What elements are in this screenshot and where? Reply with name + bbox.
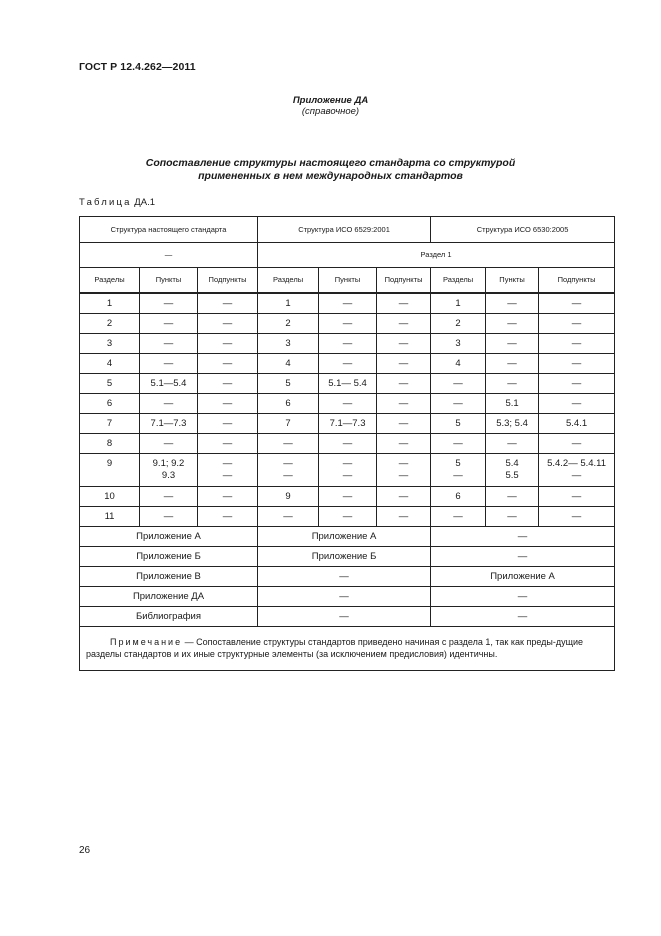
annex-title: Приложение ДА	[292, 95, 369, 106]
table-row	[80, 487, 615, 507]
caption-line-2: примененных в нем международных стандартов	[198, 170, 463, 182]
table-cell: —	[140, 394, 198, 414]
table-cell: —	[431, 434, 486, 454]
subheader-right: Раздел 1	[258, 243, 615, 268]
cell-line: —	[283, 458, 293, 469]
table-cell: 9	[258, 487, 319, 507]
table-cell: —	[539, 293, 615, 314]
table-cell: —	[198, 507, 258, 527]
table-cell: 5.1—5.4	[140, 374, 198, 394]
table-cell	[140, 454, 198, 487]
cell-line: —	[398, 458, 409, 469]
table-cell: 6	[80, 394, 140, 414]
table-cell: —	[319, 314, 377, 334]
table-cell: —	[140, 487, 198, 507]
table-cell: 7.1—7.3	[319, 414, 377, 434]
table-cell: 7	[80, 414, 140, 434]
table-cell: —	[539, 507, 615, 527]
table-cell: 5.3; 5.4	[486, 414, 539, 434]
column-header-row	[80, 268, 615, 294]
column-header: Разделы	[80, 268, 140, 294]
annex-row	[80, 547, 615, 567]
table-cell: —	[431, 374, 486, 394]
subheader-left: —	[80, 243, 258, 268]
table-cell: —	[377, 487, 431, 507]
table-cell: —	[486, 293, 539, 314]
annex-cell: —	[431, 607, 615, 627]
table-row	[80, 507, 615, 527]
table-cell: —	[319, 507, 377, 527]
table-cell: 4	[80, 354, 140, 374]
table-row	[80, 354, 615, 374]
table-cell: —	[377, 334, 431, 354]
cell-line: 5	[455, 458, 461, 469]
table-cell: —	[377, 314, 431, 334]
table-cell: —	[486, 507, 539, 527]
annex-kind: (справочное)	[301, 106, 360, 117]
table-cell: —	[198, 334, 258, 354]
table-cell: 5.1	[486, 394, 539, 414]
note-text: — Сопоставление структуры стандартов приведено начиная с раздела 1, так как преды-дущие разделы стандартов и их иные структурные элементы (за исключением предисловия) идентичны.	[86, 636, 584, 659]
table-cell: 4	[431, 354, 486, 374]
table-cell: —	[319, 354, 377, 374]
column-header: Подпункты	[198, 268, 258, 294]
table-cell: —	[198, 314, 258, 334]
column-header: Подпункты	[377, 268, 431, 294]
table-cell: 1	[258, 293, 319, 314]
comparison-table	[79, 216, 615, 671]
annex-cell: —	[258, 567, 431, 587]
cell-line: —	[571, 470, 582, 481]
table-row	[80, 293, 615, 314]
cell-line: 9.1; 9.2	[152, 458, 185, 469]
table-cell	[377, 454, 431, 487]
document-code: ГОСТ Р 12.4.262—2011	[79, 61, 196, 73]
table-caption	[0, 157, 661, 183]
table-cell: —	[258, 507, 319, 527]
annex-cell: —	[431, 527, 615, 547]
table-cell: —	[377, 374, 431, 394]
table-row	[80, 374, 615, 394]
table-cell: —	[319, 394, 377, 414]
annex-cell: Приложение Б	[258, 547, 431, 567]
annex-cell: Приложение В	[80, 567, 258, 587]
table-cell: —	[377, 507, 431, 527]
group-header: Структура ИСО 6529:2001	[258, 217, 431, 243]
table-cell: 7.1—7.3	[140, 414, 198, 434]
cell-line: —	[398, 470, 409, 481]
table-cell: —	[258, 434, 319, 454]
group-header-row	[80, 217, 615, 243]
table-cell: 2	[80, 314, 140, 334]
column-header: Пункты	[140, 268, 198, 294]
table-cell: —	[377, 434, 431, 454]
table-cell: —	[140, 434, 198, 454]
table-cell: —	[539, 394, 615, 414]
annex-cell: —	[258, 607, 431, 627]
table-cell: 3	[258, 334, 319, 354]
table-cell: —	[198, 374, 258, 394]
table-label	[79, 197, 155, 208]
table-cell	[319, 454, 377, 487]
annex-cell: Приложение Б	[80, 547, 258, 567]
table-cell: —	[539, 487, 615, 507]
table-cell: —	[319, 487, 377, 507]
table-cell: 5	[431, 414, 486, 434]
cell-line: 9	[106, 458, 113, 469]
table-cell	[198, 454, 258, 487]
annex-cell: —	[431, 547, 615, 567]
table-cell: —	[539, 354, 615, 374]
table-cell: 5	[80, 374, 140, 394]
table-cell: 3	[80, 334, 140, 354]
table-note	[80, 627, 615, 671]
cell-line: —	[342, 470, 353, 481]
table-cell: —	[377, 414, 431, 434]
table-cell	[539, 454, 615, 487]
table-row	[80, 334, 615, 354]
table-cell: —	[140, 314, 198, 334]
table-cell	[486, 454, 539, 487]
cell-line: 5.5	[505, 470, 519, 481]
annex-cell: —	[258, 587, 431, 607]
page-number: 26	[79, 845, 91, 856]
cell-line: 9.3	[161, 470, 176, 481]
table-cell: —	[377, 394, 431, 414]
table-cell: —	[486, 487, 539, 507]
annex-row	[80, 607, 615, 627]
table-label-prefix: Таблица	[79, 197, 132, 208]
annex-row	[80, 567, 615, 587]
table-row	[80, 414, 615, 434]
column-header: Пункты	[486, 268, 539, 294]
table-label-code: ДА.1	[134, 197, 155, 208]
caption-line-1: Сопоставление структуры настоящего стандарта со структурой	[145, 157, 516, 169]
table-cell: 6	[431, 487, 486, 507]
table-cell: —	[198, 487, 258, 507]
group-header: Структура настоящего стандарта	[80, 217, 258, 243]
table-cell: —	[486, 434, 539, 454]
table-cell: 5.4.1	[539, 414, 615, 434]
table-cell: —	[140, 507, 198, 527]
table-cell: —	[377, 354, 431, 374]
table-cell: 5.1— 5.4	[319, 374, 377, 394]
table-cell: —	[377, 293, 431, 314]
table-cell: —	[140, 334, 198, 354]
annex-row	[80, 527, 615, 547]
table-cell: —	[486, 334, 539, 354]
column-header: Разделы	[258, 268, 319, 294]
table-cell: 2	[431, 314, 486, 334]
table-cell: —	[198, 434, 258, 454]
cell-line: —	[222, 458, 233, 469]
table-cell: —	[198, 394, 258, 414]
group-header: Структура ИСО 6530:2005	[431, 217, 615, 243]
table-cell: 2	[258, 314, 319, 334]
cell-line: —	[342, 458, 353, 469]
annex-cell: Библиография	[80, 607, 258, 627]
annex-cell: Приложение А	[431, 567, 615, 587]
table-cell: 4	[258, 354, 319, 374]
table-cell: —	[431, 394, 486, 414]
table-cell: —	[319, 434, 377, 454]
table-cell: —	[539, 314, 615, 334]
table-row	[80, 454, 615, 487]
table-cell: —	[431, 507, 486, 527]
table-cell: 1	[431, 293, 486, 314]
table-row	[80, 314, 615, 334]
table-cell: —	[198, 354, 258, 374]
table-row	[80, 394, 615, 414]
annex-row	[80, 587, 615, 607]
cell-line: 5.4.2— 5.4.11	[547, 458, 607, 469]
column-header: Разделы	[431, 268, 486, 294]
cell-line: 5.4	[505, 458, 519, 469]
table-cell: 5	[258, 374, 319, 394]
table-cell: —	[140, 354, 198, 374]
column-header: Пункты	[319, 268, 377, 294]
note-row	[80, 627, 615, 671]
table-cell: —	[486, 354, 539, 374]
table-cell: —	[486, 374, 539, 394]
cell-line: —	[222, 470, 233, 481]
annex-cell: Приложение ДА	[80, 587, 258, 607]
table-cell: 8	[80, 434, 140, 454]
table-cell: —	[198, 293, 258, 314]
table-cell: 10	[80, 487, 140, 507]
annex-cell: Приложение А	[258, 527, 431, 547]
table-cell: —	[319, 334, 377, 354]
table-cell: 7	[258, 414, 319, 434]
table-cell: —	[140, 293, 198, 314]
note-lead: Примечание	[110, 636, 183, 647]
table-cell	[80, 454, 140, 487]
table-cell: 11	[80, 507, 140, 527]
cell-line: —	[453, 470, 463, 481]
cell-line: —	[283, 470, 293, 481]
table-cell: —	[539, 334, 615, 354]
annex-cell: —	[431, 587, 615, 607]
table-cell: 6	[258, 394, 319, 414]
table-cell: —	[539, 374, 615, 394]
table-cell: 3	[431, 334, 486, 354]
table-cell	[258, 454, 319, 487]
table-cell: —	[539, 434, 615, 454]
table-cell: —	[198, 414, 258, 434]
table-row	[80, 434, 615, 454]
table-cell: —	[319, 293, 377, 314]
table-cell	[431, 454, 486, 487]
column-header: Подпункты	[539, 268, 615, 294]
annex-cell: Приложение А	[80, 527, 258, 547]
cell-line	[80, 470, 139, 482]
table-cell: 1	[80, 293, 140, 314]
subheader-row	[80, 243, 615, 268]
table-cell: —	[486, 314, 539, 334]
